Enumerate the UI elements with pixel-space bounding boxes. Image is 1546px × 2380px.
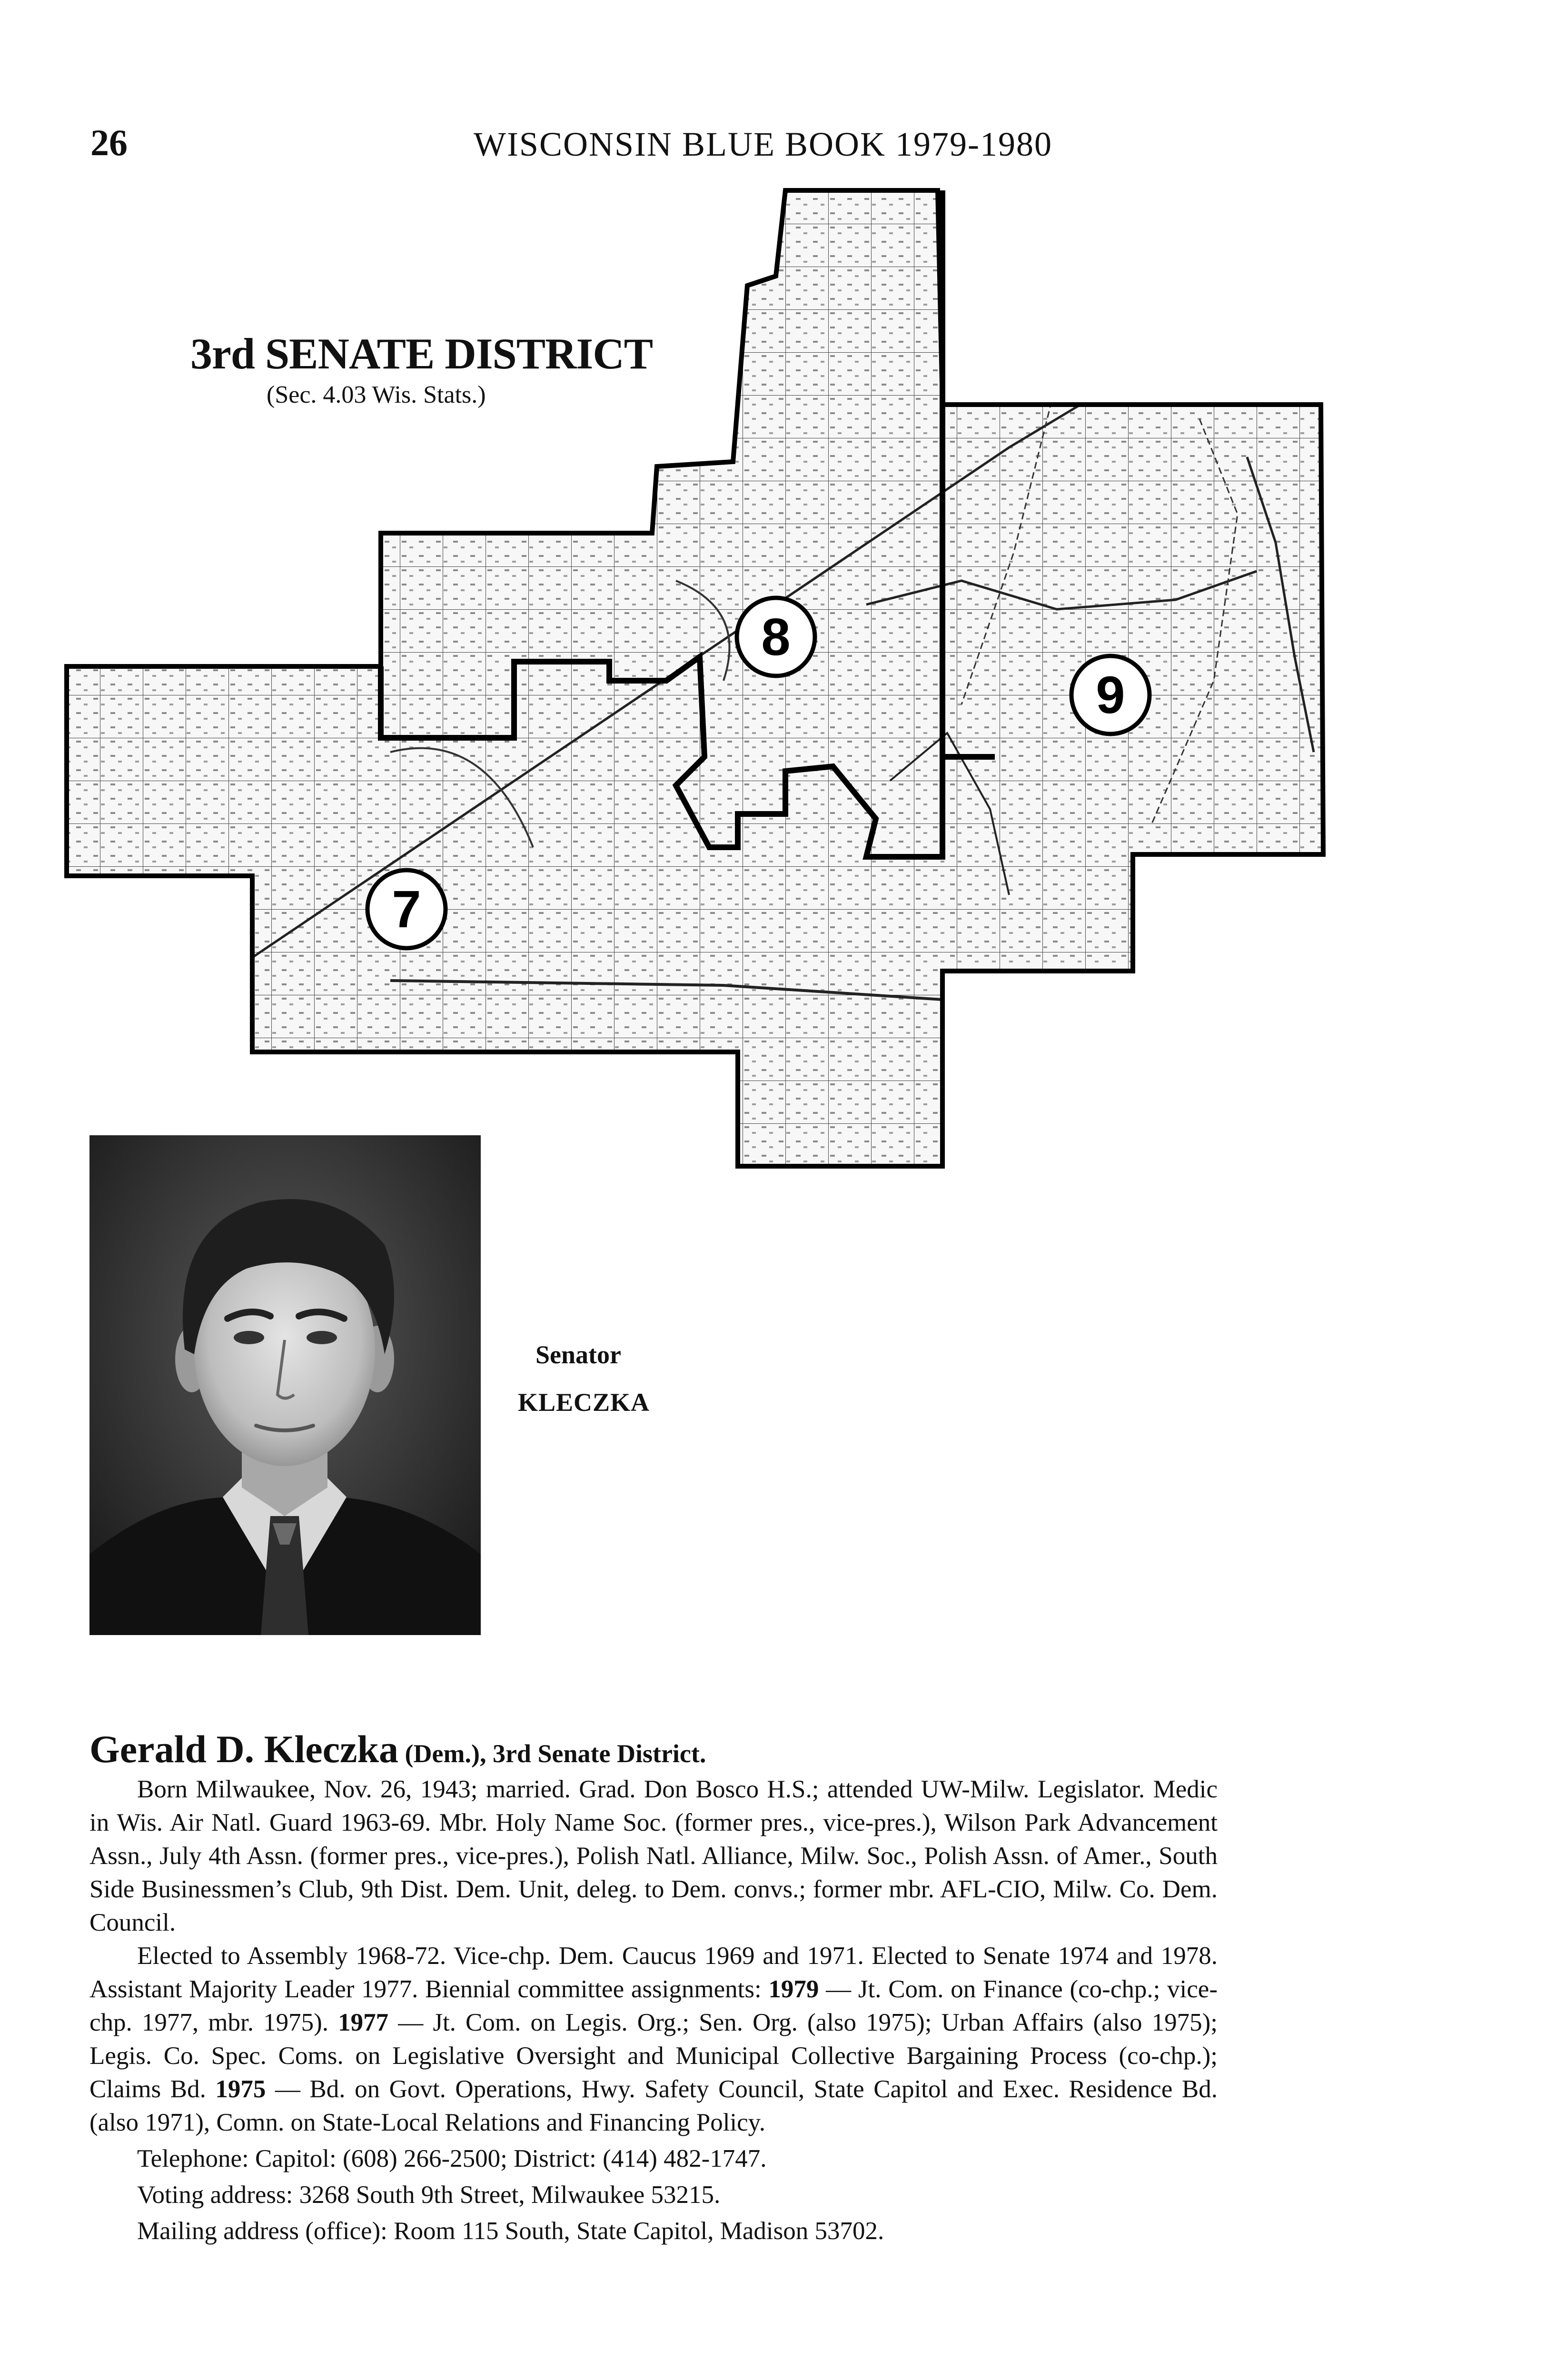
assembly-district-7-marker bbox=[367, 870, 446, 948]
year-1975: 1975 bbox=[215, 2075, 266, 2103]
assembly-district-9-label: 9 bbox=[1096, 666, 1125, 724]
assembly-district-9-marker bbox=[1071, 656, 1150, 734]
caption-name: KLECZKA bbox=[518, 1388, 650, 1417]
portrait-drawing bbox=[89, 1135, 481, 1635]
career-text-2: — Jt. Com. on Finance (co-chp.; vice-chp. 1977, mbr. 1975). bbox=[89, 1975, 1218, 2036]
career-text-1: Elected to Assembly 1968-72. Vice-chp. Dem. Caucus 1969 and 1971. Elected to Senate 1974 and 1978. Assistant Majority Leader 1977. Biennial committee assignments: bbox=[89, 1942, 1218, 2003]
career-text-4: — Bd. on Govt. Operations, Hwy. Safety Council, State Capitol and Exec. Residence Bd. (also 1971), Comn. on State-Local Relations and Financing Policy. bbox=[89, 2075, 1218, 2136]
career-text-3: — Jt. Com. on Legis. Org.; Sen. Org. (also 1975); Urban Affairs (also 1975); Legis. Co. Spec. Coms. on Legislative Oversight and Municipal Collective Bargaining Process (co-chp.); Claims Bd. bbox=[89, 2009, 1218, 2103]
page-number: 26 bbox=[90, 122, 128, 163]
voting-address: Voting address: 3268 South 9th Street, Milwaukee 53215. bbox=[137, 2181, 721, 2209]
bio-heading bbox=[89, 1727, 1218, 1771]
assembly-district-8-marker bbox=[737, 598, 815, 676]
running-head bbox=[474, 125, 1052, 164]
year-1977: 1977 bbox=[338, 2009, 389, 2036]
assembly-district-8-label: 8 bbox=[761, 608, 791, 666]
bio-paragraph-career bbox=[89, 1939, 1218, 2139]
senator-portrait-photo bbox=[89, 1135, 481, 1635]
year-1979: 1979 bbox=[768, 1975, 819, 2003]
running-head-text: WISCONSIN BLUE BOOK 1979-1980 bbox=[474, 125, 1052, 163]
mailing-address: Mailing address (office): Room 115 South, State Capitol, Madison 53702. bbox=[137, 2217, 884, 2245]
bio-paragraph-background: Born Milwaukee, Nov. 26, 1943; married. Grad. Don Bosco H.S.; attended UW-Milw. Legislator. Medic in Wis. Air Natl. Guard 1963-69. Mbr. Holy Name Soc. (former pres., vice-pres.), Wilson Park Advancement Assn., July 4th Assn. (former pres., vice-pres.), Polish Natl. Alliance, Milw. Soc., Polish Assn. of Amer., South Side Businessmen’s Club, 9th Dist. Dem. Unit, deleg. to Dem. convs.; former mbr. AFL-CIO, Milw. Co. Dem. Council. bbox=[89, 1775, 1218, 1936]
assembly-district-7-label: 7 bbox=[392, 880, 421, 939]
telephone: Telephone: Capitol: (608) 266-2500; District: (414) 482-1747. bbox=[137, 2145, 767, 2172]
caption-title: Senator bbox=[535, 1340, 621, 1369]
biography bbox=[89, 1727, 1218, 2248]
senator-name: Gerald D. Kleczka bbox=[89, 1727, 399, 1771]
map-subtitle: (Sec. 4.03 Wis. Stats.) bbox=[267, 381, 486, 408]
party-district: (Dem.), 3rd Senate District. bbox=[398, 1739, 706, 1768]
map-title: 3rd SENATE DISTRICT bbox=[190, 329, 653, 378]
